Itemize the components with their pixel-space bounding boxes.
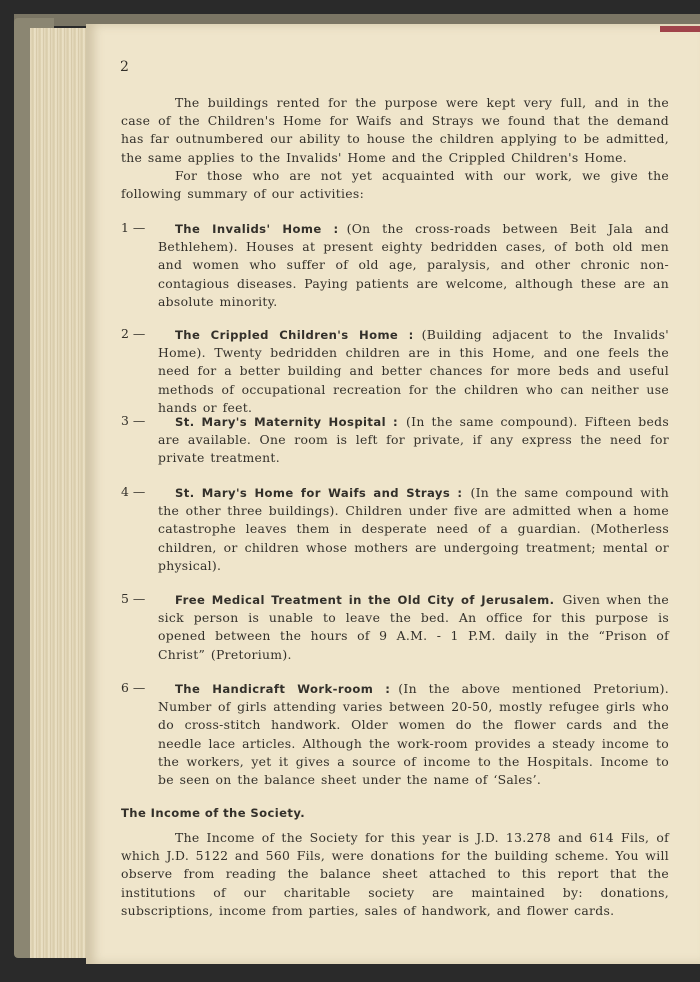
activity-text: (In the same compound). Fifteen beds are available. One room is left for private, if any express the need for private treatment. [158, 414, 669, 466]
activity-title: Free Medical Treatment in the Old City of Jerusalem. [175, 593, 555, 607]
income-heading: The Income of the Society. [121, 806, 306, 820]
intro-paragraph-1: The buildings rented for the purpose were kept very full, and in the case of the Children's Home for Waifs and Strays we found that the demand has far outnumbered our ability to house the children applying to be admitted, the same applies to the Invalids' Home and the Crippled Children's Home. [121, 95, 669, 165]
activity-text: (In the above mentioned Pretorium). Number of girls attending varies between 20-50, mostly refugee girls who do cross-stitch handwork. Older women do the flower cards and the needle lace articles. Although the work-room provides a steady income to the workers, yet it gives a source of income to the Hospitals. Income to be seen on the balance sheet under the name of ‘Sales’. [158, 681, 669, 788]
red-page-marker [660, 26, 700, 32]
intro-paragraph-2: For those who are not yet acquainted with our work, we give the following summary of our activities: [121, 168, 669, 202]
activity-number: 3 — [121, 413, 146, 428]
income-paragraph: The Income of the Society for this year is J.D. 13.278 and 614 Fils, of which J.D. 5122 and 560 Fils, were donations for the building scheme. You will observe from reading the balance sheet attached to this report that the institutions of our charitable society are maintained by: donations, subscriptions, income from parties, sales of handwork, and flower cards. [121, 830, 669, 918]
activity-title: The Crippled Children's Home : [175, 328, 414, 342]
activity-number: 5 — [121, 591, 146, 606]
activity-title: The Invalids' Home : [175, 222, 339, 236]
activity-body [158, 680, 669, 789]
activity-body [158, 220, 669, 311]
activity-body [158, 591, 669, 664]
activity-number: 4 — [121, 484, 146, 499]
activity-body [158, 413, 669, 468]
activity-body [158, 326, 669, 417]
activity-text: (In the same compound with the other three buildings). Children under five are admitted when a home catastrophe leaves them in desperate need of a guardian. (Motherless children, or children whose mothers are undergoing treatment; mental or physical). [158, 485, 670, 573]
page-edges [30, 28, 90, 958]
activity-title: St. Mary's Home for Waifs and Strays : [175, 486, 463, 500]
activity-title: The Handicraft Work-room : [175, 682, 391, 696]
page-number: 2 [120, 59, 130, 75]
activity-number: 2 — [121, 326, 146, 341]
activity-body [158, 484, 669, 575]
activity-title: St. Mary's Maternity Hospital : [175, 415, 399, 429]
activity-text: (On the cross-roads between Beit Jala and Bethlehem). Houses at present eighty bedridden cases, of both old men and women who suffer of old age, paralysis, and other chronic non-contagious diseases. Paying patients are welcome, although these are an absolute minority. [158, 221, 669, 309]
activity-text: (Building adjacent to the Invalids' Home). Twenty bedridden children are in this Home, and one feels the need for a better building and better chances for more beds and useful methods of occupational recreation for the children who can neither use hands or feet. [158, 327, 669, 415]
activity-number: 6 — [121, 680, 146, 695]
activity-text: Given when the sick person is unable to leave the bed. An office for this purpose is opened between the hours of 9 A.M. - 1 P.M. daily in the “Prison of Christ” (Pretorium). [158, 592, 669, 662]
activity-number: 1 — [121, 220, 146, 235]
